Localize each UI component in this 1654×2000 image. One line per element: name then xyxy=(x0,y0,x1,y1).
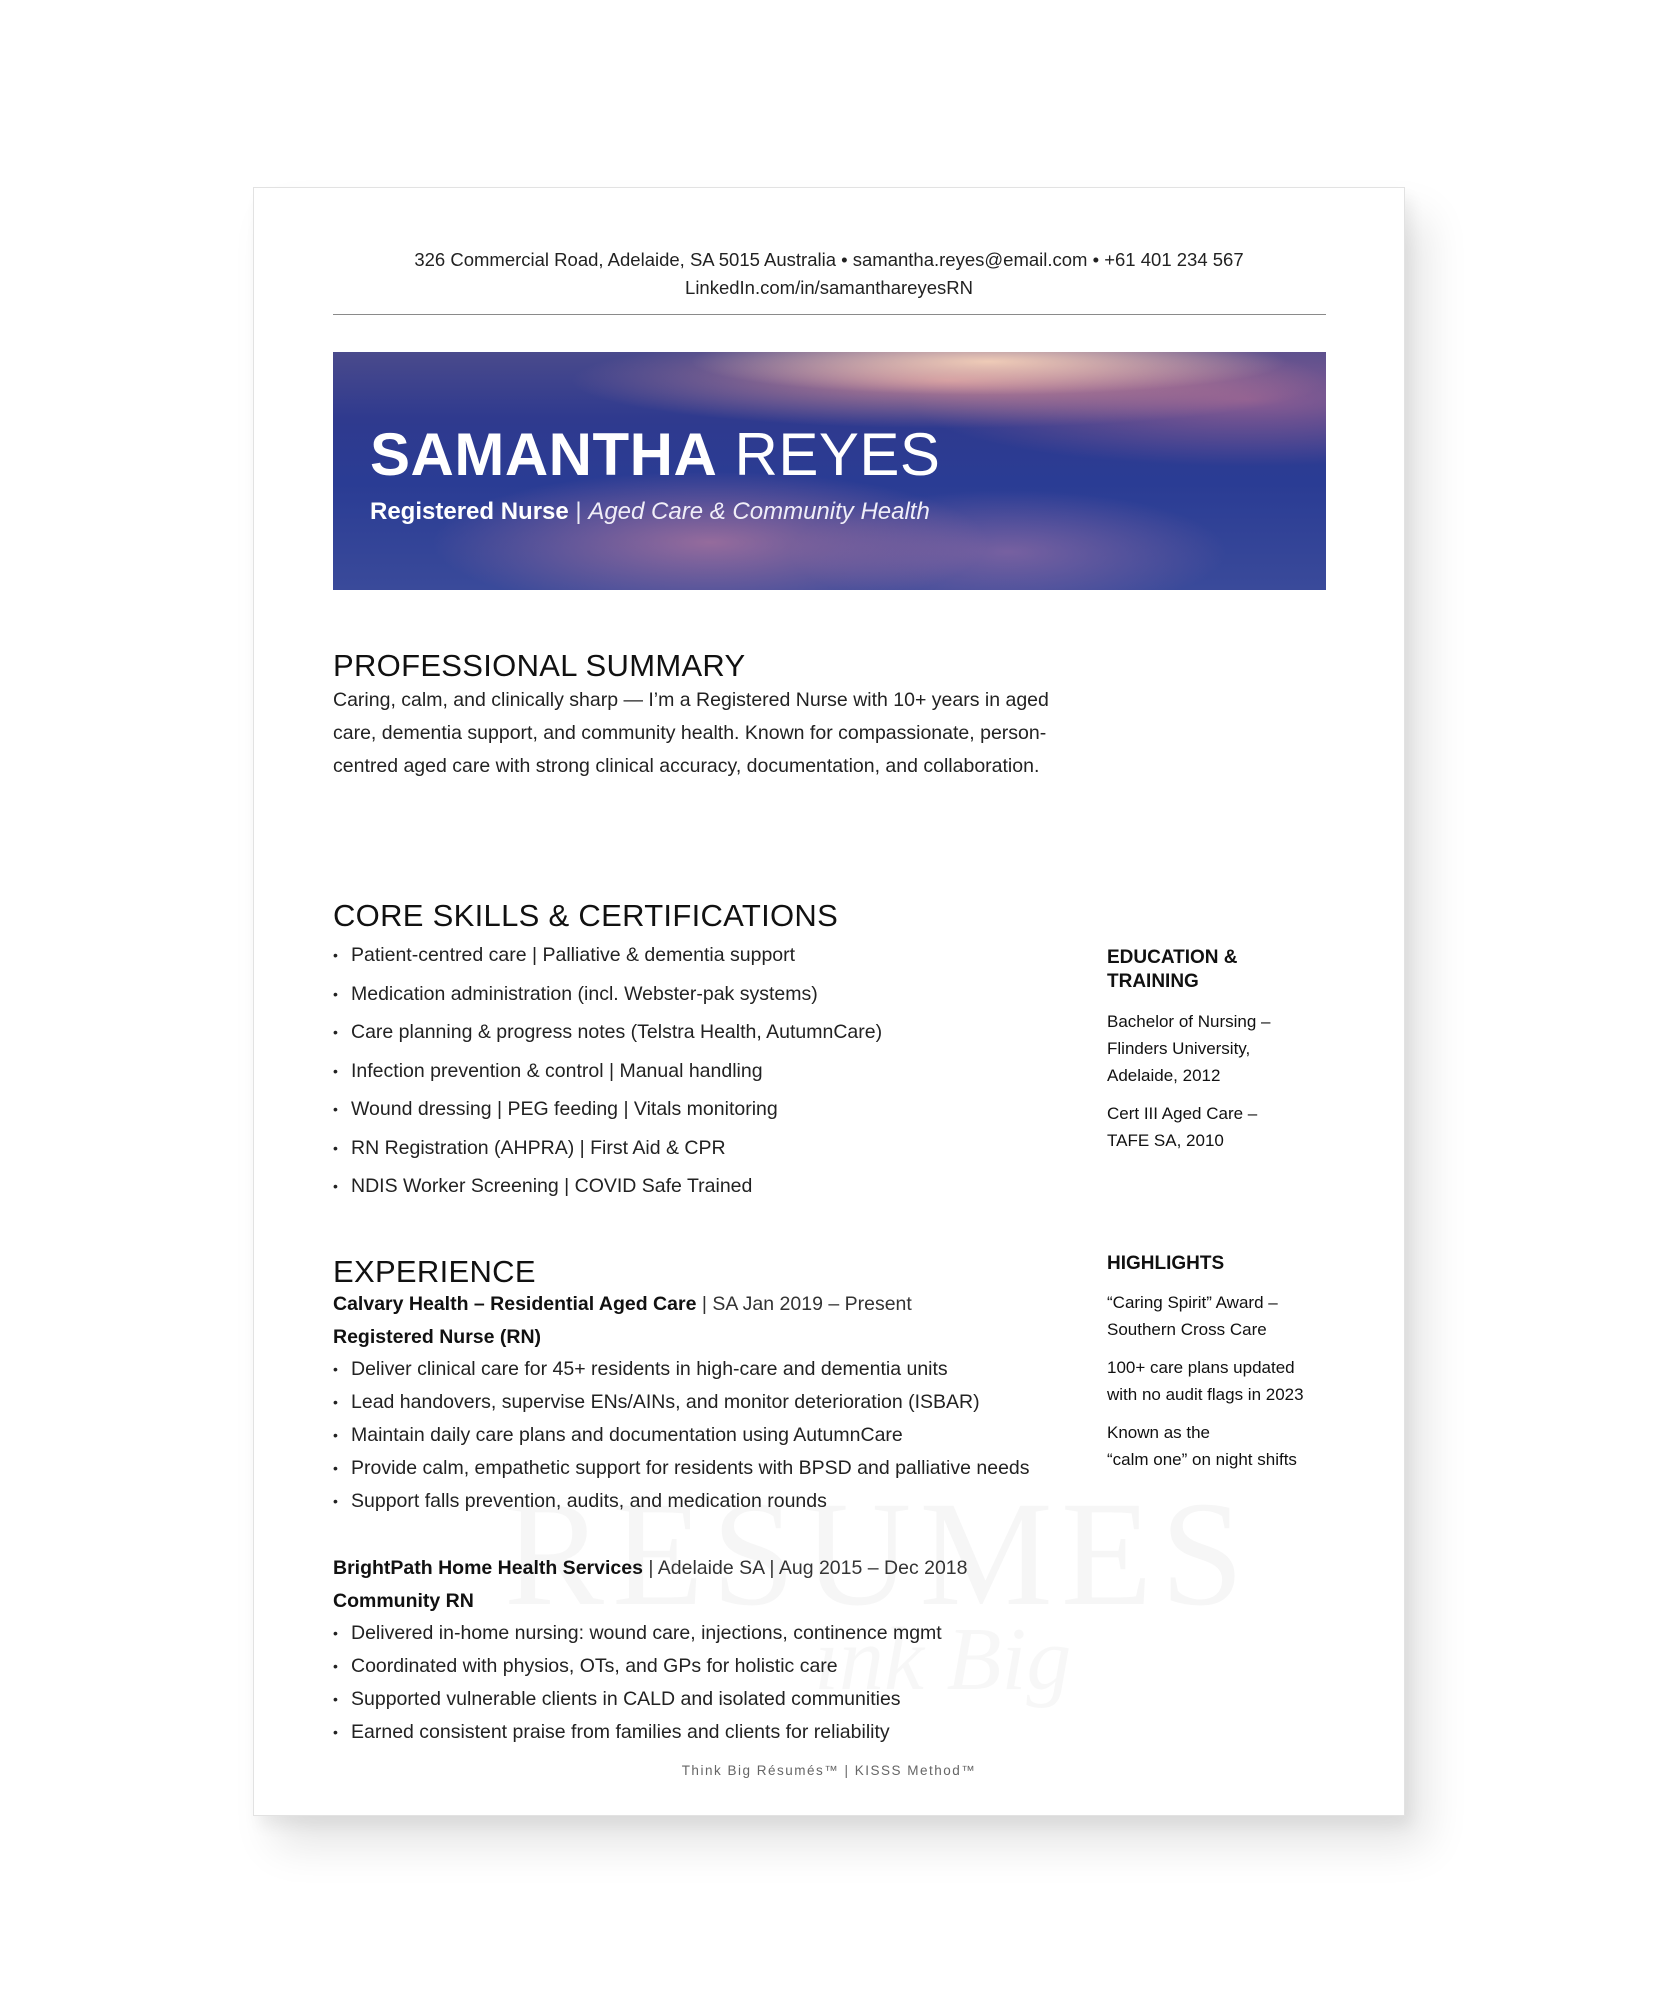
list-item: • Support falls prevention, audits, and medication rounds xyxy=(333,1486,1030,1519)
company-name: BrightPath Home Health Services xyxy=(333,1557,643,1579)
entry-line: “calm one” on night shifts xyxy=(1107,1450,1297,1469)
job-duties xyxy=(333,1354,1030,1519)
entry-line: 100+ care plans updated xyxy=(1107,1358,1295,1377)
list-item: • Care planning & progress notes (Telstra Health, AutumnCare) xyxy=(333,1017,882,1056)
candidate-name xyxy=(370,422,940,488)
education-heading-line: EDUCATION & xyxy=(1107,947,1238,968)
entry-line: TAFE SA, 2010 xyxy=(1107,1131,1224,1150)
list-item: • Patient-centred care | Palliative & dementia support xyxy=(333,940,882,979)
job-employer xyxy=(333,1293,912,1316)
skills-list xyxy=(333,940,882,1210)
list-item: • NDIS Worker Screening | COVID Safe Trained xyxy=(333,1171,882,1210)
highlight-entry xyxy=(1107,1419,1297,1473)
education-entry xyxy=(1107,1100,1257,1154)
highlight-entry xyxy=(1107,1354,1304,1408)
highlight-entry xyxy=(1107,1289,1278,1343)
list-item: • Wound dressing | PEG feeding | Vitals monitoring xyxy=(333,1094,882,1133)
job-title: Registered Nurse (RN) xyxy=(333,1326,542,1348)
entry-line: Known as the xyxy=(1107,1423,1211,1442)
list-item: • Maintain daily care plans and documentation using AutumnCare xyxy=(333,1420,1030,1453)
specialty: Aged Care & Community Health xyxy=(588,498,930,525)
footer-credit: Think Big Résumés™ | KISSS Method™ xyxy=(681,1763,977,1778)
list-item: • Infection prevention & control | Manual handling xyxy=(333,1056,882,1095)
contact-info xyxy=(254,246,1404,302)
highlights-heading: HIGHLIGHTS xyxy=(1107,1253,1225,1274)
list-item: • Earned consistent praise from families and clients for reliability xyxy=(333,1717,942,1750)
entry-line: Flinders University, xyxy=(1107,1039,1251,1058)
list-item: • Coordinated with physios, OTs, and GPs for holistic care xyxy=(333,1651,942,1684)
name-banner xyxy=(333,352,1326,590)
resume-page xyxy=(253,187,1405,1816)
list-item: • Supported vulnerable clients in CALD and isolated communities xyxy=(333,1684,942,1717)
experience-heading: EXPERIENCE xyxy=(333,1254,536,1289)
list-item: • Provide calm, empathetic support for residents with BPSD and palliative needs xyxy=(333,1453,1030,1486)
entry-line: Adelaide, 2012 xyxy=(1107,1066,1221,1085)
list-item: • RN Registration (AHPRA) | First Aid & CPR xyxy=(333,1133,882,1172)
role-title: Registered Nurse xyxy=(370,498,569,525)
entry-line: “Caring Spirit” Award – xyxy=(1107,1293,1278,1312)
list-item: • Deliver clinical care for 45+ residents in high-care and dementia units xyxy=(333,1354,1030,1387)
job-meta: | SA Jan 2019 – Present xyxy=(701,1293,912,1315)
entry-line: with no audit flags in 2023 xyxy=(1107,1385,1304,1404)
education-entry xyxy=(1107,1008,1270,1089)
contact-line: 326 Commercial Road, Adelaide, SA 5015 Australia • samantha.reyes@email.com • +61 401 234 567 xyxy=(414,249,1244,270)
tagline-separator: | xyxy=(575,498,582,525)
skills-heading: CORE SKILLS & CERTIFICATIONS xyxy=(333,898,839,933)
entry-line: Cert III Aged Care – xyxy=(1107,1104,1258,1123)
job-meta: | Adelaide SA | Aug 2015 – Dec 2018 xyxy=(648,1557,968,1579)
job-employer xyxy=(333,1557,968,1580)
list-item: • Lead handovers, supervise ENs/AINs, and monitor deterioration (ISBAR) xyxy=(333,1387,1030,1420)
summary-heading: PROFESSIONAL SUMMARY xyxy=(333,648,746,683)
company-name: Calvary Health – Residential Aged Care xyxy=(333,1293,697,1315)
list-item: • Medication administration (incl. Webster-pak systems) xyxy=(333,979,882,1018)
job-title: Community RN xyxy=(333,1590,474,1612)
entry-line: Bachelor of Nursing – xyxy=(1107,1012,1271,1031)
education-heading xyxy=(1107,946,1238,994)
job-tagline xyxy=(370,498,930,526)
education-heading-line: TRAINING xyxy=(1107,971,1199,992)
header-divider xyxy=(333,314,1326,315)
last-name: REYES xyxy=(734,421,941,488)
summary-text: Caring, calm, and clinically sharp — I’m a Registered Nurse with 10+ years in aged care, dementia support, and community health. Known for compassionate, person-centred aged care with strong clinical accuracy, documentation, and collaboration. xyxy=(333,689,1049,777)
job-duties xyxy=(333,1618,942,1750)
first-name: SAMANTHA xyxy=(370,421,718,488)
entry-line: Southern Cross Care xyxy=(1107,1320,1267,1339)
list-item: • Delivered in-home nursing: wound care, injections, continence mgmt xyxy=(333,1618,942,1651)
linkedin-url: LinkedIn.com/in/samanthareyesRN xyxy=(685,277,973,298)
